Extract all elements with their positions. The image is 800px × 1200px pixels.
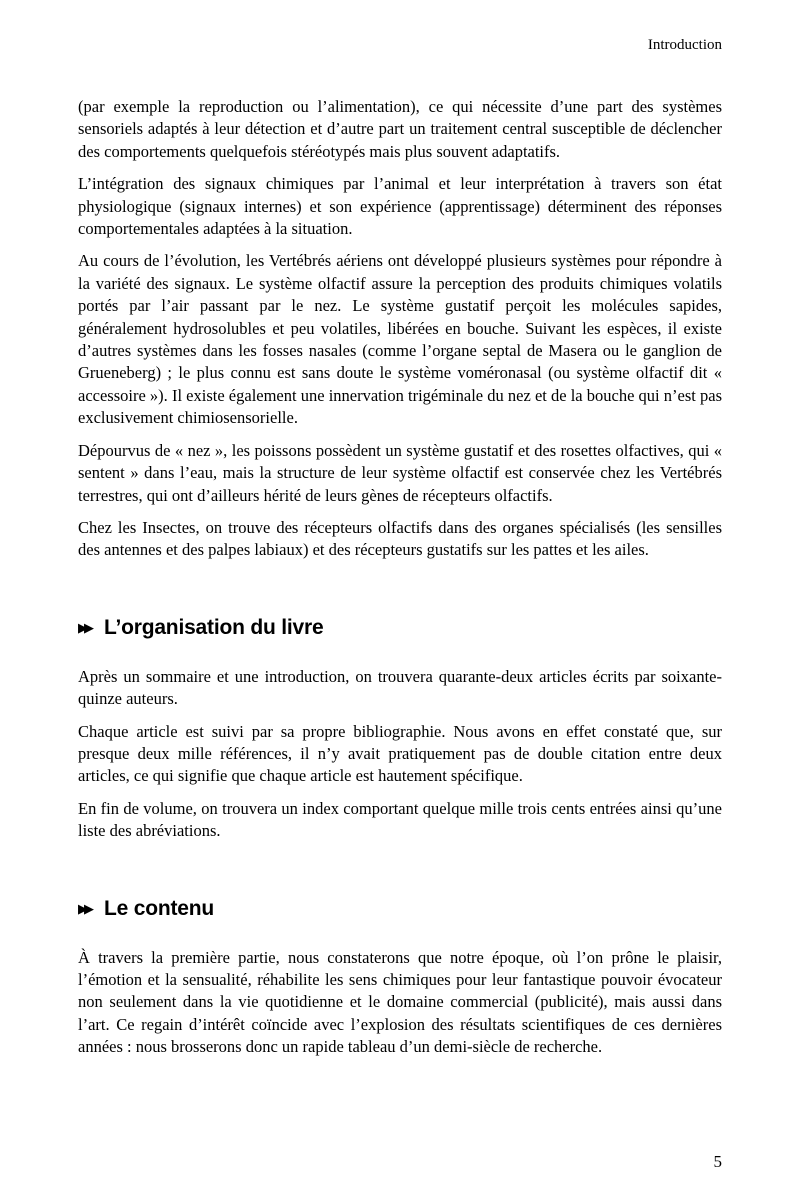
- section-heading-label: Le contenu: [104, 896, 215, 920]
- running-header: Introduction: [647, 37, 722, 53]
- section-heading-organisation-du-livre: [78, 616, 722, 640]
- paragraph: En fin de volume, on trouvera un index comportant quelque mille trois cents entrées ainsi qu’une liste des abréviations.: [78, 798, 722, 841]
- double-arrow-icon: ▶▶: [78, 621, 90, 637]
- section-contenu-text-block: [78, 947, 722, 1059]
- paragraph: Au cours de l’évolution, les Vertébrés aériens ont développé plusieurs systèmes pour répondre à la variété des signaux. Le système olfactif assure la perception des produits chimiques volatils portés par l’air passant par le nez. Le système gustatif perçoit les molécules sapides, généralement hydrosolubles et peu volatiles, libérées en bouche. Suivant les espèces, il existe d’autres systèmes dans les fosses nasales (comme l’organe septal de Masera ou le ganglion de Grueneberg) ; le plus connu est sans doute le système voméronasal (ou système olfactif dit « accessoire »). Il existe également une innervation trigéminale du nez et de la bouche qui n’est pas exclusivement chimiosensorielle.: [78, 251, 722, 428]
- section-organisation-text-block: [78, 666, 722, 843]
- double-arrow-icon: ▶▶: [78, 902, 90, 918]
- intro-text-block: [78, 96, 722, 562]
- paragraph: L’intégration des signaux chimiques par l’animal et leur interprétation à travers son état physiologique (signaux internes) et son expérience (apprentissage) déterminent des réponses comportementales adaptées à la situation.: [78, 174, 722, 239]
- paragraph: Dépourvus de « nez », les poissons possèdent un système gustatif et des rosettes olfactives, qui « sentent » dans l’eau, mais la structure de leur système olfactif est conservée chez les Vertébrés terrestres, qui ont d’ailleurs hérité de leurs gènes de récepteurs olfactifs.: [78, 440, 722, 505]
- page-number: 5: [713, 1152, 722, 1171]
- section-heading-le-contenu: [78, 897, 722, 921]
- section-heading-label: L’organisation du livre: [104, 615, 324, 639]
- paragraph: Chaque article est suivi par sa propre bibliographie. Nous avons en effet constaté que, sur presque deux mille références, il n’y avait pratiquement pas de double citation entre deux articles, ce qui signifie que chaque article est hautement spécifique.: [78, 721, 722, 786]
- paragraph: Chez les Insectes, on trouve des récepteurs olfactifs dans des organes spécialisés (les sensilles des antennes et des palpes labiaux) et des récepteurs gustatifs sur les pattes et les ailes.: [78, 517, 722, 560]
- paragraph: (par exemple la reproduction ou l’alimentation), ce qui nécessite d’une part des systèmes sensoriels adaptés à leur détection et d’autre part un traitement central susceptible de déclencher des comportements quelquefois stéréotypés mais plus souvent adaptatifs.: [78, 97, 722, 161]
- paragraph: À travers la première partie, nous constaterons que notre époque, où l’on prône le plaisir, l’émotion et la sensualité, réhabilite les sens chimiques pour leur fantastique pouvoir évocateur non seulement dans la vie quotidienne et le domaine commercial (publicité), mais aussi dans l’art. Ce regain d’intérêt coïncide avec l’explosion des résultats scientifiques de ces dernières années : nous brosserons donc un rapide tableau d’un demi-siècle de recherche.: [78, 947, 722, 1057]
- paragraph: Après un sommaire et une introduction, on trouvera quarante-deux articles écrits par soixante-quinze auteurs.: [78, 666, 722, 709]
